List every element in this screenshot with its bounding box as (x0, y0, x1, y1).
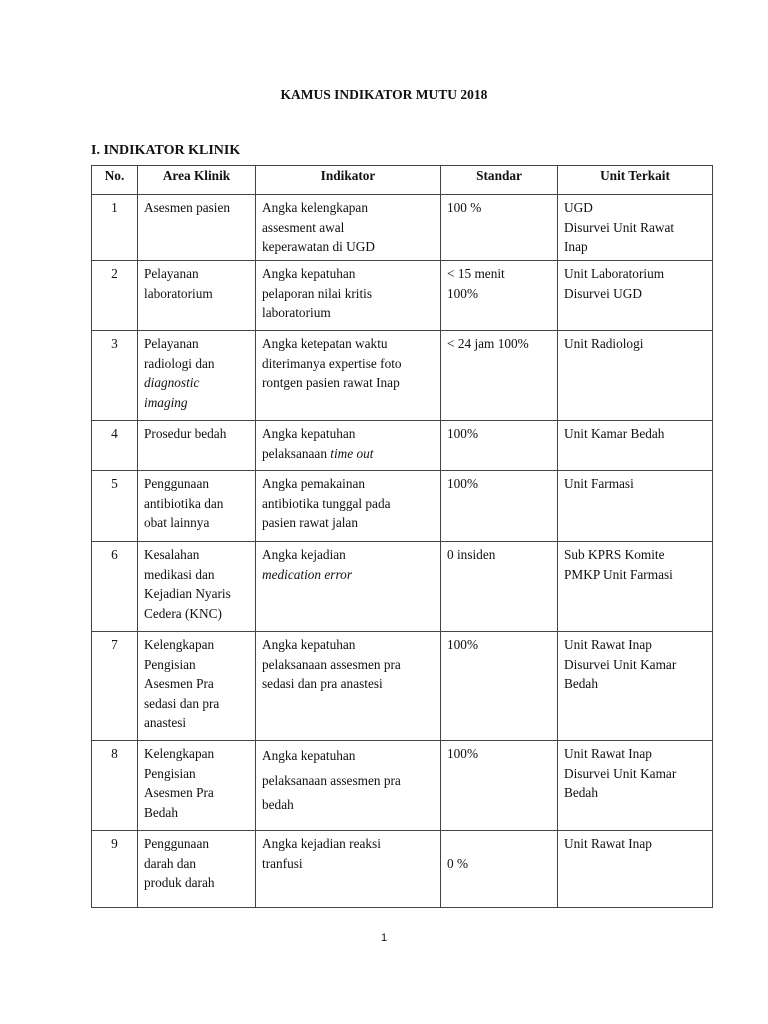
cell-line (564, 198, 706, 218)
cell-line (144, 834, 249, 854)
cell-unit (558, 331, 713, 421)
text: Angka ketepatan waktu (262, 336, 388, 351)
text: Pelayanan (144, 266, 199, 281)
table-header-row (92, 166, 713, 195)
cell-area (138, 741, 256, 831)
cell-line (262, 303, 434, 323)
text: Angka kelengkapan (262, 200, 368, 215)
cell-line (447, 834, 551, 854)
cell-line (564, 264, 706, 284)
header-area-klinik: Area Klinik (138, 166, 256, 195)
cell-line (144, 264, 249, 284)
cell-line (144, 584, 249, 604)
text: 0 % (447, 855, 469, 871)
cell-line (262, 793, 434, 818)
text: pelaporan nilai kritis (262, 285, 373, 301)
text: assesment awal (262, 219, 345, 235)
text: pelaksanaan assesmen pra (262, 772, 401, 788)
cell-no: 4 (92, 421, 138, 471)
cell-area (138, 261, 256, 331)
cell-line (262, 373, 434, 393)
text: Prosedur bedah (144, 426, 227, 441)
text: sedasi dan pra (144, 695, 220, 711)
cell-indikator (256, 331, 441, 421)
cell-standar (441, 542, 558, 632)
cell-no: 9 (92, 831, 138, 908)
cell-line (262, 218, 434, 238)
table-row (92, 471, 713, 542)
text: Kesalahan (144, 547, 200, 562)
text: Cedera (KNC) (144, 605, 222, 621)
cell-line (144, 284, 249, 304)
text: Asesmen Pra (144, 785, 214, 800)
cell-line (262, 354, 434, 374)
cell-standar (441, 195, 558, 261)
cell-line (262, 854, 434, 874)
text: diterimanya expertise foto (262, 355, 402, 371)
cell-line (564, 565, 706, 585)
cell-no: 6 (92, 542, 138, 632)
cell-no: 8 (92, 741, 138, 831)
header-standar: Standar (441, 166, 558, 195)
cell-line (564, 218, 706, 238)
cell-standar (441, 741, 558, 831)
cell-line (144, 373, 249, 393)
cell-area (138, 421, 256, 471)
cell-indikator (256, 632, 441, 741)
table-row (92, 261, 713, 331)
text: 100% (447, 637, 479, 652)
cell-line (262, 655, 434, 675)
text: Unit Farmasi (564, 476, 634, 491)
text: Disurvei UGD (564, 285, 642, 301)
text: Disurvei Unit Kamar (564, 656, 677, 672)
cell-line (262, 264, 434, 284)
cell-standar (441, 421, 558, 471)
text: Bedah (564, 785, 598, 800)
text: < 15 menit (447, 266, 505, 281)
cell-line (144, 474, 249, 494)
text: bedah (262, 797, 294, 812)
text: pelaksanaan assesmen pra (262, 656, 401, 672)
text: pasien rawat jalan (262, 515, 358, 530)
cell-indikator (256, 471, 441, 542)
text: Bedah (144, 804, 178, 820)
cell-no: 1 (92, 195, 138, 261)
cell-line (144, 694, 249, 714)
text: Angka kepatuhan (262, 748, 356, 763)
cell-line (262, 474, 434, 494)
cell-line (144, 334, 249, 354)
italic-text: imaging (144, 394, 188, 410)
text: radiologi dan (144, 355, 215, 371)
cell-line (564, 744, 706, 764)
cell-indikator (256, 542, 441, 632)
cell-line (447, 264, 551, 284)
text: 100% (447, 426, 479, 441)
text: keperawatan di UGD (262, 239, 375, 254)
text: Inap (564, 239, 588, 254)
cell-line (144, 635, 249, 655)
cell-indikator (256, 261, 441, 331)
cell-line (564, 284, 706, 304)
cell-unit (558, 261, 713, 331)
cell-line (262, 424, 434, 444)
text: Disurvei Unit Rawat (564, 219, 675, 235)
cell-line (262, 237, 434, 257)
text: tranfusi (262, 855, 303, 871)
cell-line (144, 764, 249, 784)
table-row (92, 741, 713, 831)
text: Pengisian (144, 656, 196, 672)
cell-standar (441, 632, 558, 741)
cell-indikator (256, 741, 441, 831)
cell-line (144, 393, 249, 413)
text: anastesi (144, 715, 187, 730)
cell-line (564, 764, 706, 784)
cell-line (144, 545, 249, 565)
table-row (92, 831, 713, 908)
text: Pengisian (144, 765, 196, 781)
cell-area (138, 331, 256, 421)
cell-unit (558, 471, 713, 542)
text: darah dan (144, 855, 197, 871)
cell-indikator (256, 421, 441, 471)
cell-line (262, 513, 434, 533)
cell-line (447, 744, 551, 764)
cell-line (144, 873, 249, 893)
cell-line (447, 474, 551, 494)
text: Angka kepatuhan (262, 637, 356, 652)
cell-no: 2 (92, 261, 138, 331)
text: Penggunaan (144, 476, 209, 491)
cell-area (138, 632, 256, 741)
cell-line (144, 565, 249, 585)
text: 100 % (447, 200, 482, 215)
header-unit-terkait: Unit Terkait (558, 166, 713, 195)
cell-line (144, 655, 249, 675)
text: 0 insiden (447, 547, 496, 562)
text: 100% (447, 285, 479, 301)
text: Unit Rawat Inap (564, 836, 652, 851)
italic-text: diagnostic (144, 375, 200, 390)
text: Asesmen pasien (144, 200, 231, 215)
text: Angka pemakainan (262, 476, 366, 491)
text: Unit Rawat Inap (564, 746, 652, 761)
text: 100% (447, 746, 479, 761)
text: produk darah (144, 875, 215, 890)
cell-line (447, 854, 551, 874)
cell-area (138, 471, 256, 542)
text: UGD (564, 200, 593, 215)
cell-unit (558, 632, 713, 741)
text: Disurvei Unit Kamar (564, 765, 677, 781)
cell-line (144, 424, 249, 444)
cell-line (144, 494, 249, 514)
page-number: 1 (380, 932, 388, 944)
text: antibiotika dan (144, 495, 224, 511)
cell-line (144, 713, 249, 733)
cell-line (262, 444, 434, 464)
cell-line (564, 783, 706, 803)
table-row (92, 632, 713, 741)
cell-line (144, 198, 249, 218)
cell-line (144, 513, 249, 533)
header-no: No. (92, 166, 138, 195)
text: rontgen pasien rawat Inap (262, 375, 400, 390)
text: Sub KPRS Komite (564, 547, 665, 562)
cell-line (447, 198, 551, 218)
text: Bedah (564, 676, 598, 691)
cell-line (447, 635, 551, 655)
header-indikator: Indikator (256, 166, 441, 195)
text: 100% (447, 476, 479, 491)
cell-line (262, 769, 434, 794)
cell-line (447, 284, 551, 304)
cell-line (262, 635, 434, 655)
table-row (92, 331, 713, 421)
cell-line (262, 834, 434, 854)
cell-line (564, 334, 706, 354)
cell-line (262, 494, 434, 514)
text: Unit Laboratorium (564, 266, 665, 281)
cell-line (144, 803, 249, 823)
cell-line (564, 474, 706, 494)
cell-line (262, 198, 434, 218)
cell-line (262, 744, 434, 769)
cell-line (564, 424, 706, 444)
cell-no: 7 (92, 632, 138, 741)
cell-area (138, 542, 256, 632)
cell-line (262, 284, 434, 304)
cell-line (447, 545, 551, 565)
table-row (92, 195, 713, 261)
text: Pelayanan (144, 336, 199, 351)
text: < 24 jam 100% (447, 336, 529, 351)
cell-line (564, 674, 706, 694)
cell-unit (558, 741, 713, 831)
indicator-table (91, 165, 713, 908)
text: Penggunaan (144, 836, 209, 851)
text: Unit Rawat Inap (564, 637, 652, 652)
cell-no: 5 (92, 471, 138, 542)
text: sedasi dan pra anastesi (262, 676, 383, 691)
cell-area (138, 195, 256, 261)
table-row (92, 542, 713, 632)
cell-line (564, 834, 706, 854)
cell-line (564, 237, 706, 257)
cell-line (262, 334, 434, 354)
italic-text: time out (330, 445, 374, 461)
text: Angka kejadian (262, 547, 346, 562)
cell-standar (441, 331, 558, 421)
cell-line (564, 545, 706, 565)
cell-unit (558, 195, 713, 261)
cell-line (144, 354, 249, 374)
cell-line (564, 635, 706, 655)
text: Kelengkapan (144, 746, 215, 761)
text: Angka kepatuhan (262, 266, 356, 281)
text: antibiotika tunggal pada (262, 495, 391, 511)
cell-line (447, 424, 551, 444)
text: Angka kepatuhan (262, 426, 356, 441)
table-row (92, 421, 713, 471)
cell-line (262, 674, 434, 694)
cell-area (138, 831, 256, 908)
cell-unit (558, 421, 713, 471)
cell-indikator (256, 831, 441, 908)
cell-line (144, 604, 249, 624)
cell-line (564, 655, 706, 675)
text: pelaksanaan (262, 445, 331, 461)
cell-line (144, 783, 249, 803)
text: PMKP Unit Farmasi (564, 566, 673, 582)
cell-unit (558, 542, 713, 632)
cell-line (144, 674, 249, 694)
text: medikasi dan (144, 566, 215, 582)
cell-standar (441, 831, 558, 908)
text: obat lainnya (144, 515, 210, 530)
text: Kejadian Nyaris (144, 586, 231, 601)
text: Unit Kamar Bedah (564, 426, 665, 441)
cell-line (144, 854, 249, 874)
text: Angka kejadian reaksi (262, 836, 381, 851)
cell-line (262, 565, 434, 585)
cell-standar (441, 261, 558, 331)
cell-line (144, 744, 249, 764)
cell-line (447, 334, 551, 354)
section-heading: I. INDIKATOR KLINIK (91, 143, 241, 158)
document-title: KAMUS INDIKATOR MUTU 2018 (280, 87, 488, 102)
cell-unit (558, 831, 713, 908)
text: laboratorium (144, 285, 213, 301)
text: laboratorium (262, 305, 331, 320)
text: Kelengkapan (144, 637, 215, 652)
text: Unit Radiologi (564, 336, 644, 351)
text: Asesmen Pra (144, 676, 214, 691)
cell-standar (441, 471, 558, 542)
cell-indikator (256, 195, 441, 261)
cell-no: 3 (92, 331, 138, 421)
cell-line (262, 545, 434, 565)
italic-text: medication error (262, 566, 352, 582)
